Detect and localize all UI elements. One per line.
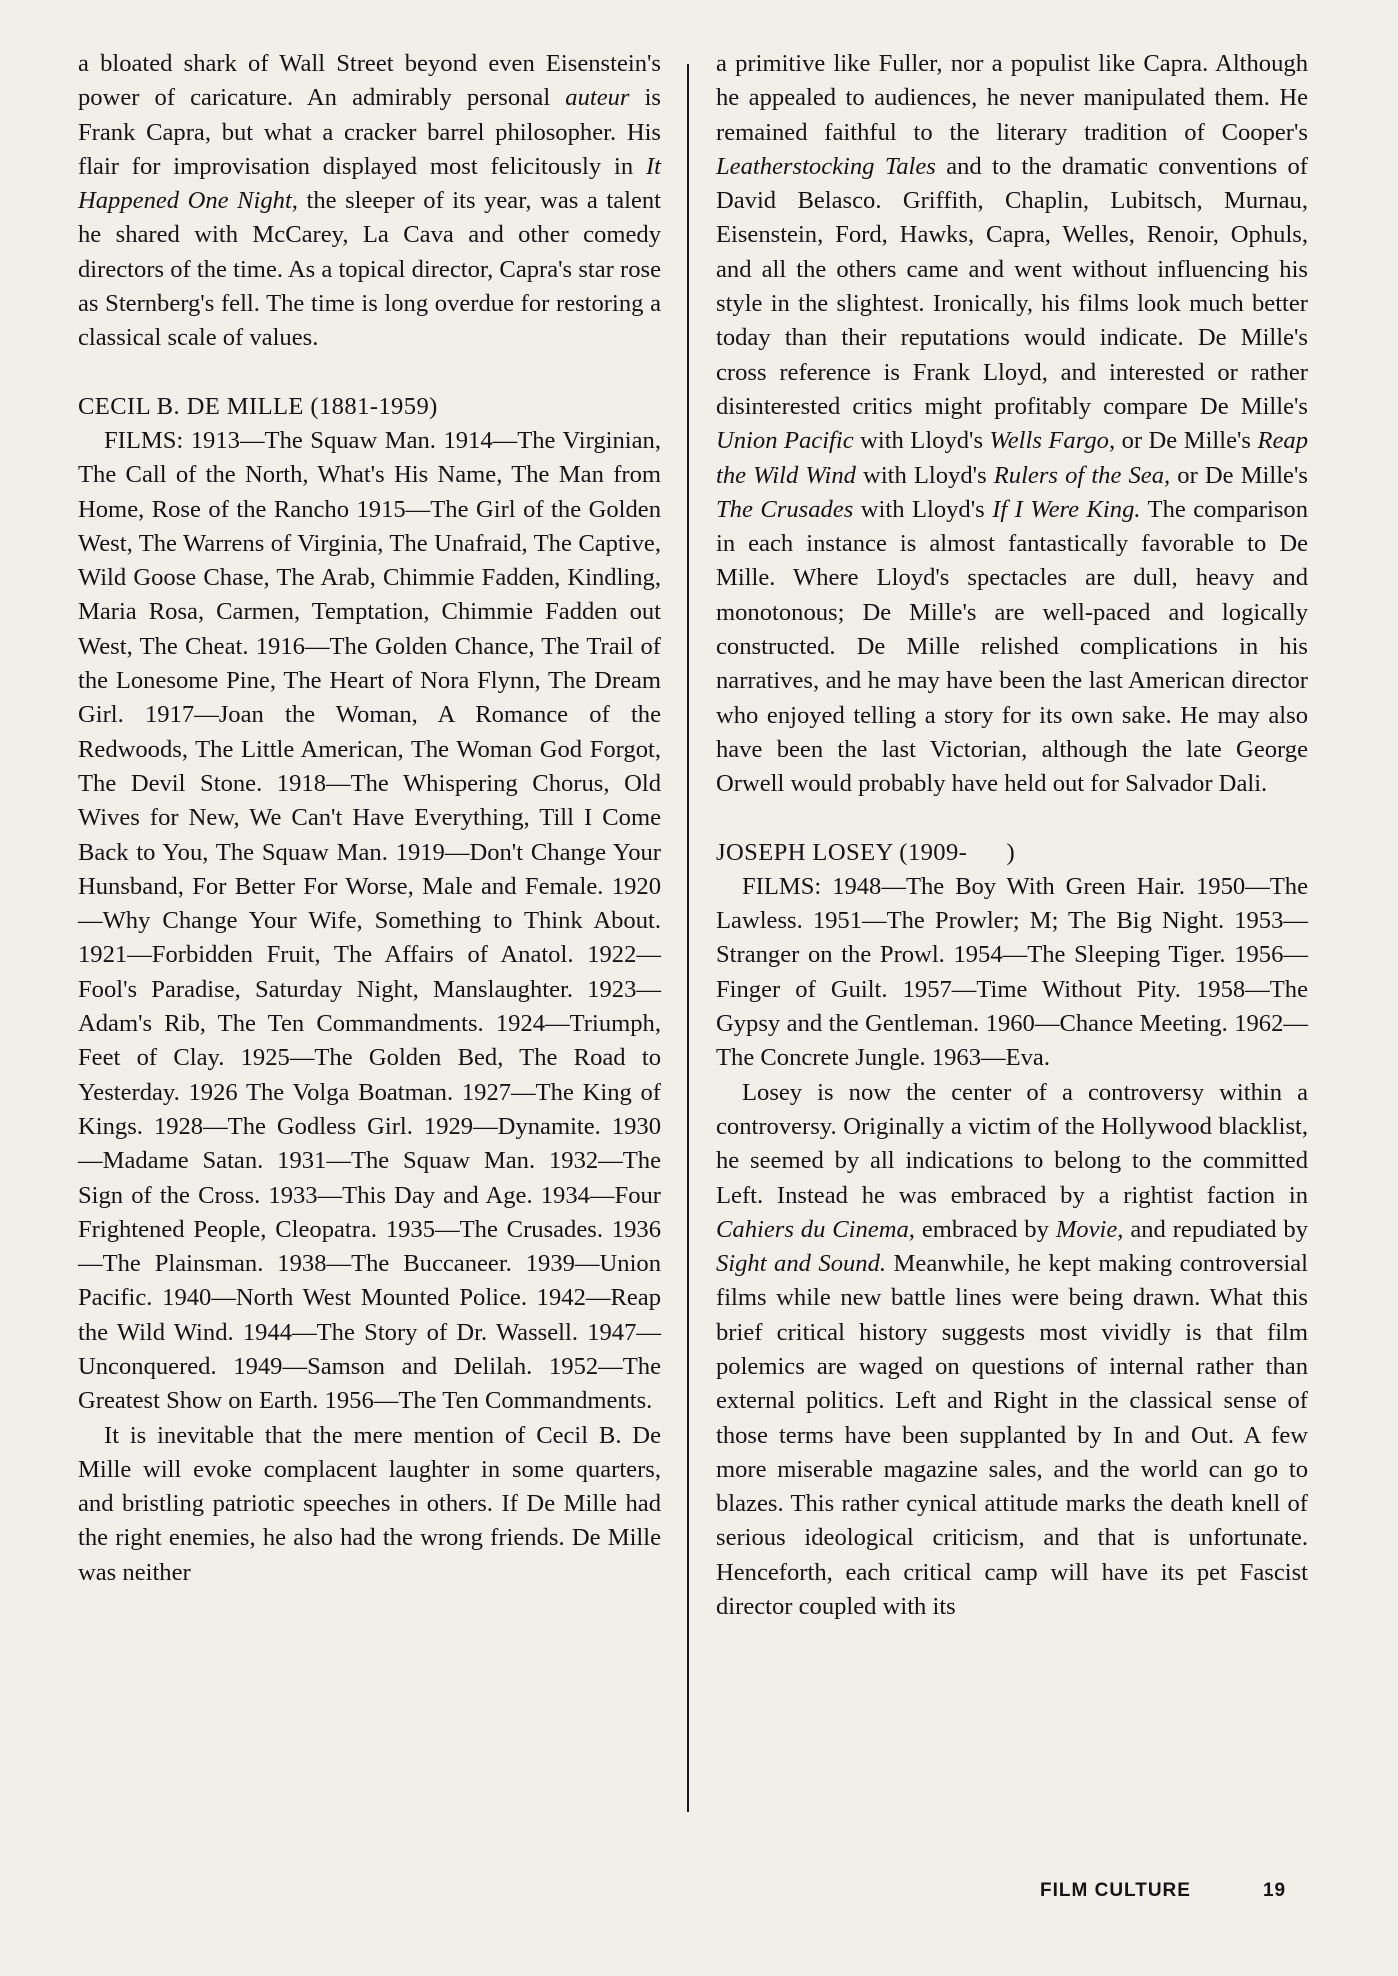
text-span: and to the dramatic conventions of David Belasco. Griffith, Chaplin, Lubitsch, Murnau, Eisenstein, Ford, Hawks, Capra, Welles, Renoir, Ophuls, and all the others came and went without influencing his style in the slightest. Ironically, his films look much better today than their reputations would indicate. De Mille's cross reference is Frank Lloyd, and interested or rather disinterested critics might profitably compare De Mille's xyxy=(716,152,1308,420)
magazine-name: FILM CULTURE xyxy=(1040,1880,1191,1901)
text-span: embraced by xyxy=(914,1215,1056,1243)
left-column xyxy=(78,47,661,1590)
text-span: with Lloyd's xyxy=(853,427,990,455)
text-span: a bloated shark of Wall Street beyond even Eisenstein's power of caricature. An admirably personal xyxy=(78,50,661,112)
text-span: is Frank Capra, but what a cracker barrel philosopher. His flair for improvisation displayed most felicitously in xyxy=(78,84,661,180)
magazine-title: Movie, xyxy=(1055,1215,1124,1243)
text-span: a primitive like Fuller, nor a populist like Capra. Although he appealed to audiences, he never manipulated them. He remained faithful to the literary tradition of Cooper's xyxy=(716,50,1308,146)
magazine-title: Sight and Sound. xyxy=(716,1250,887,1278)
column-divider xyxy=(687,64,689,1812)
right-column xyxy=(716,47,1308,1624)
page-footer xyxy=(1040,1880,1286,1902)
filmography-demille: FILMS: 1913—The Squaw Man. 1914—The Virginian, The Call of the North, What's His Name, The Man from Home, Rose of the Rancho 1915—The Girl of the Golden West, The Warrens of Virginia, The Unafraid, The Captive, Wild Goose Chase, The Arab, Chimmie Fadden, Kindling, Maria Rosa, Carmen, Temptation, Chimmie Fadden out West, The Cheat. 1916—The Golden Chance, The Trail of the Lonesome Pine, The Heart of Nora Flynn, The Dream Girl. 1917—Joan the Woman, A Romance of the Redwoods, The Little American, The Woman God Forgot, The Devil Stone. 1918—The Whispering Chorus, Old Wives for New, We Can't Have Everything, Till I Come Back to You, The Squaw Man. 1919—Don't Change Your Hunsband, For Better For Worse, Male and Female. 1920—Why Change Your Wife, Something to Think About. 1921—Forbidden Fruit, The Affairs of Anatol. 1922—Fool's Paradise, Saturday Night, Manslaughter. 1923—Adam's Rib, The Ten Commandments. 1924—Triumph, Feet of Clay. 1925—The Golden Bed, The Road to Yesterday. 1926 The Volga Boatman. 1927—The King of Kings. 1928—The Godless Girl. 1929—Dynamite. 1930—Madame Satan. 1931—The Squaw Man. 1932—The Sign of the Cross. 1933—This Day and Age. 1934—Four Frightened People, Cleopatra. 1935—The Crusades. 1936—The Plainsman. 1938—The Buccaneer. 1939—Union Pacific. 1940—North West Mounted Police. 1942—Reap the Wild Wind. 1944—The Story of Dr. Wassell. 1947—Unconquered. 1949—Samson and Delilah. 1952—The Greatest Show on Earth. 1956—The Ten Commandments. xyxy=(78,426,661,1415)
text-span: Losey is now the center of a controversy within a controversy. Originally a victim of the Hollywood blacklist, he seemed by all indications to belong to the committed Left. Instead he was embraced by a rightist faction in xyxy=(716,1078,1308,1209)
film-title: Union Pacific xyxy=(716,427,854,455)
text-span: the sleeper of its year, was a talent he shared with McCarey, La Cava and other comedy directors of the time. As a topical director, Capra's star rose as Sternberg's fell. The time is long overdue for restoring a classical scale of values. xyxy=(78,187,661,352)
text-span: Meanwhile, he kept making controversial films while new battle lines were being drawn. What this brief critical history suggests most vividly is that film polemics are waged on questions of internal rather than external politics. Left and Right in the classical sense of those terms have been supplanted by In and Out. A few more miserable magazine sales, and the world can go to blazes. This rather cynical attitude marks the death knell of serious ideological criticism, and that is unfortunate. Henceforth, each critical camp will have its pet Fascist director coupled with its xyxy=(716,1250,1308,1621)
paragraph-capra xyxy=(78,47,661,356)
text-span: or De Mille's xyxy=(1115,427,1258,455)
text-span: with Lloyd's xyxy=(855,461,994,489)
paragraph-demille: It is inevitable that the mere mention of Cecil B. De Mille will evoke complacent laughter in some quarters, and bristling patriotic speeches in others. If De Mille had the right enemies, he also had the wrong friends. De Mille was neither xyxy=(78,1421,661,1586)
text-span: and repudiated by xyxy=(1123,1215,1309,1243)
film-title: The Crusades xyxy=(716,495,854,523)
text-span: with Lloyd's xyxy=(853,495,993,523)
film-title: Reap the Wild Wind xyxy=(716,427,1309,489)
book-title: Leatherstocking Tales xyxy=(716,152,936,180)
paragraph-losey xyxy=(716,1076,1308,1625)
section-heading-demille: CECIL B. DE MILLE (1881-1959) xyxy=(78,392,438,420)
film-title: Rulers of the Sea, xyxy=(993,461,1171,489)
film-title: If I Were King. xyxy=(992,495,1141,523)
filmography-losey: FILMS: 1948—The Boy With Green Hair. 1950—The Lawless. 1951—The Prowler; M; The Big Night. 1953—Stranger on the Prowl. 1954—The Sleeping Tiger. 1956—Finger of Guilt. 1957—Time Without Pity. 1958—The Gypsy and the Gentleman. 1960—Chance Meeting. 1962—The Concrete Jungle. 1963—Eva. xyxy=(716,872,1308,1072)
text-span: or De Mille's xyxy=(1170,461,1308,489)
italic-term: auteur xyxy=(565,84,630,112)
page-number: 19 xyxy=(1262,1880,1287,1901)
magazine-title: Cahiers du Cinema, xyxy=(716,1215,915,1243)
text-span: The comparison in each instance is almost fantastically favorable to De Mille. Where Lloyd's spectacles are dull, heavy and monotonous; De Mille's are well-paced and logically constructed. De Mille relished complications in his narratives, and he may have been the last American director who enjoyed telling a story for its own sake. He may also have been the last Victorian, although the late George Orwell would probably have held out for Salvador Dali. xyxy=(716,495,1308,798)
paragraph-demille-continued xyxy=(716,47,1308,802)
film-title: It Happened One Night, xyxy=(78,152,661,215)
film-title: Wells Fargo, xyxy=(989,427,1116,455)
section-heading-losey: JOSEPH LOSEY (1909- ) xyxy=(716,838,1016,866)
